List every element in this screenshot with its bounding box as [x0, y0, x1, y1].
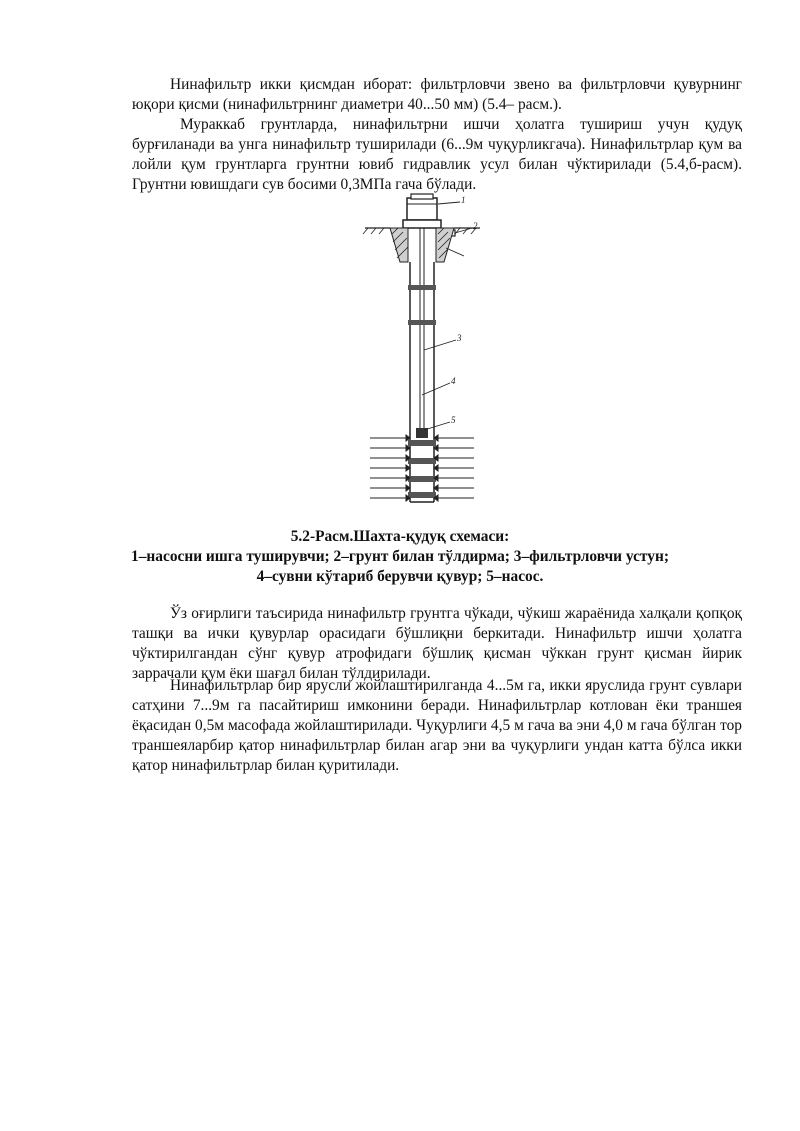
filter-joint: [408, 492, 436, 498]
paragraph-1-text: Нинафильтр икки қисмдан иборат: фильтрловчи звено ва фильтрловчи қувурнинг юқори қисми (нинафильтрнинг диаметри 40...50 мм) (5.4– расм.).: [132, 76, 742, 113]
filter-joint: [408, 476, 436, 482]
pump-motor: [407, 198, 437, 220]
callout-4: 4: [451, 376, 456, 386]
paragraph-1: [132, 75, 742, 115]
paragraph-3-text: Ўз оғирлиги таъсирида нинафильтр грунтга чўкади, чўкиш жараёнида халқали қопқоқ ташқи ва ички қувурлар орасидаги бўшлиқни беркитади. Нинафильтр ишчи ҳолатга чўктирилгандан сўнг қувур атрофидаги бўшлиқ қисман чўккан грунт қисман йирик заррачали қум ёки шағал билан тўлдирилади.: [132, 605, 742, 682]
casing-joint: [408, 320, 436, 325]
pump-motor-cap: [411, 194, 433, 199]
callout-2: 2: [473, 221, 478, 231]
caption-title: 5.2-Расм.Шахта-қудуқ схемаси:: [290, 528, 510, 545]
paragraph-2: [132, 115, 742, 195]
well-shaft-figure: [360, 190, 500, 515]
well-shaft-diagram: [360, 190, 500, 515]
filter-joint: [408, 458, 436, 464]
pump-base: [403, 220, 441, 228]
paragraph-2-text: Мураккаб грунтларда, нинафильтрни ишчи ҳолатга тушириш учун қудуқ бурғиланади ва унга нинафильтр туширилади (6...9м чуқурликгача). Нинафильтрлар қум ва лойли қум грунтларга грунтни ювиб гидравлик усул билан чўктирилади (5.4,б-расм). Грунтни ювишдаги сув босими 0,3МПа гача бўлади.: [132, 116, 742, 193]
filter-joint: [408, 440, 436, 446]
callout-5: 5: [451, 415, 456, 425]
figure-caption: [100, 527, 700, 587]
paragraph-3: [132, 604, 742, 684]
casing-joint: [408, 285, 436, 290]
caption-legend-line-2: 4–сувни кўтариб берувчи қувур; 5–насос.: [256, 568, 544, 585]
callout-3: 3: [457, 333, 462, 343]
caption-legend-line-1: 1–насосни ишга туширувчи; 2–грунт билан тўлдирма; 3–фильтрловчи устун;: [131, 548, 669, 565]
paragraph-4: [132, 676, 742, 776]
callout-1: 1: [461, 195, 466, 205]
paragraph-4-text: Нинафильтрлар бир ярусли жойлаштирилганда 4...5м га, икки яруслида грунт сувлари сатҳини 7...9м га пасайтириш имконини беради. Нинафильтрлар котлован ёки траншея ёқасидан 0,5м масофада жойлаштирилади. Чуқурлиги 4,5 м гача ва эни 4,0 м гача бўлган тор траншеяларбир қатор нинафильтрлар билан агар эни ва чуқурлиги ундан катта бўлса икки қатор нинафильтрлар билан қуритилади.: [132, 677, 742, 774]
